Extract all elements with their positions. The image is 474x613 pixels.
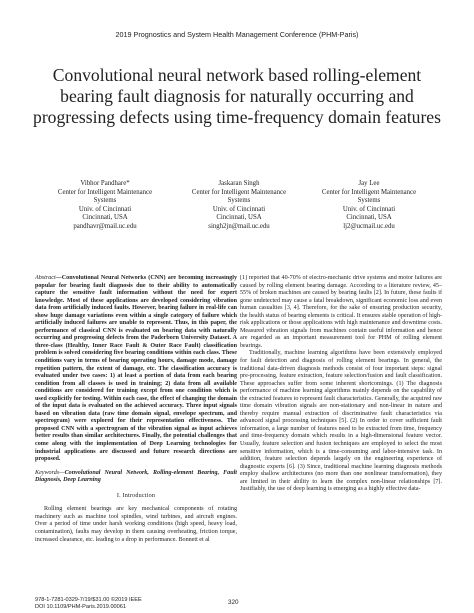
intro-paragraph: Rolling element bearings are key mechanical components of rotating machinery such as machine tool spindles, wind turbines, and aircraft engines. Over a period of time under harsh working conditions (high speed, heavy load, contamination), faults may develop in them causing overheating, friction torque, increased clearance, etc. leading to a drop in performance. Bonnett et al	[35, 506, 237, 543]
author-affiliation: Univ. of Cincinnati	[78, 205, 132, 213]
conference-header: 2019 Prognostics and System Health Management Conference (PHM-Paris)	[115, 30, 359, 39]
keywords-label: Keywords—	[35, 469, 65, 476]
page-number: 320	[228, 599, 239, 606]
author-affiliation: Center for Intelligent Maintenance	[191, 188, 287, 196]
author-affiliation: Center for Intelligent Maintenance	[321, 188, 417, 196]
keywords	[35, 470, 237, 485]
author-name: Jay Lee	[358, 180, 380, 187]
author-affiliation: Systems	[93, 197, 117, 204]
footer-doi: DOI 10.1109/PHM-Paris.2019.00061	[35, 603, 127, 610]
body-paragraph: [1] reported that 40-70% of electro-mechanic drive systems and motor failures are caused by rolling element bearing damage. According to a literature review, 45–55% of broken machines are caused by bearing faults [2]. In future, these faults if gone undetected may cause a fatal breakdown, significant economic loss and even human casualties [3, 4]. Therefore, for the sake of ensuring production security, the health status of bearing elements is critical. It ensures stable operation of high-risk applications or those applications with high maintenance and downtime costs. Measured vibration signals from machines contain useful information and hence are regarded as an important measurement tool for PHM of rolling element bearings.	[240, 275, 442, 349]
abstract	[35, 275, 237, 464]
author-affiliation: Univ. of Cincinnati	[212, 205, 266, 213]
author-affiliation: Cincinnati, USA	[82, 214, 128, 221]
author-affiliation: Systems	[227, 197, 251, 204]
author-email: pandhavr@mail.uc.edu	[73, 222, 137, 230]
author-email: singh2jn@mail.uc.edu	[208, 222, 270, 230]
author-affiliation: Cincinnati, USA	[346, 214, 392, 221]
left-column	[35, 275, 237, 565]
author-name: Jaskaran Singh	[218, 180, 260, 187]
abstract-label: Abstract	[35, 275, 56, 281]
author-block-3	[304, 180, 434, 231]
author-affiliation: Systems	[357, 197, 381, 204]
footer-isbn: 978-1-7281-0329-7/19/$31.00 ©2019 IEEE	[35, 597, 142, 603]
author-name: Vibhor Pandhare*	[80, 180, 130, 187]
footer-copyright	[35, 597, 142, 611]
author-affiliation: Univ. of Cincinnati	[342, 205, 396, 213]
paper-title: Convolutional neural network based rolling-element bearing fault diagnosis for naturally occurring and progressing defects using time-frequency domain features	[33, 65, 441, 127]
author-block-1	[40, 180, 170, 231]
author-affiliation: Center for Intelligent Maintenance	[57, 188, 153, 196]
abstract-text: —Convolutional Neural Networks (CNN) are becoming increasingly popular for bearing fault diagnosis due to their ability to automatically capture the sensitive fault information without the need for expert knowledge. Most of these applications are developed considering vibration data from artificially induced faults. However, bearing failure in real-life can show huge damage variations even within a single category of failure which artificially induced failures are unable to represent. Thus, in this paper, the performance of classical CNN is evaluated on bearing data with naturally occurring and progressing defects from the Paderborn University Dataset. A three-class (Healthy, Inner Race Fault & Outer Race Fault) classification problem is solved considering five bearing conditions within each class. These conditions vary in terms of bearing operating hours, damage mode, damage repetition pattern, the extent of damage, etc. The classification accuracy is evaluated under two cases: 1) at least a portion of data from each bearing condition from all classes is used in training; 2) data from all available conditions are considered for training except from one condition which is used explicitly for testing. Within each case, the effect of changing the domain of the input data is evaluated on the achieved accuracy. Three input signals based on vibration data (raw time domain signal, envelope spectrum, and spectrogram) were explored for their representation effectiveness. The proposed CNN with a spectrogram of the vibration signal as input achieves better results than similar architectures. Finally, the potential challenges that come along with the implementation of Deep Learning technologies for industrial applications are discussed and future research directions are proposed.	[35, 275, 237, 463]
keywords-text: Convolutional Neural Network, Rolling-element Bearing, Fault Diagnosis, Deep Learning	[35, 469, 237, 484]
right-column	[240, 275, 442, 593]
body-paragraph: Traditionally, machine learning algorithms have been extensively employed for fault detection and diagnosis of rolling element bearings. In general, the traditional data-driven diagnosis methods consist of four important steps: signal pre-processing, feature extraction, feature selection/fusion and fault classification. These approaches suffer from some inherent shortcomings. (1) The diagnosis performance of machine learning algorithms mainly depends on the capability of the extracted features to represent fault characteristics. Generally, the acquired raw time domain vibration signals are non-stationary and non-linear in nature and thereby require manual extraction of discriminative fault characteristics via advanced signal processing techniques [5]. (2) In order to cover sufficient fault information, a large number of features need to be extracted from time, frequency and time-frequency domain which results in a high-dimensional feature vector. Usually, feature selection and fusion techniques are employed to select the most sensitive information, which is a time-consuming and labor-intensive task. In addition, feature selection depends largely on the engineering experience of diagnostic experts [6]. (3) Since, traditional machine learning diagnosis methods employ shallow architectures (no more than one nonlinear transformation), they are limited in their ability to learn the complex non-linear relationships [7]. Justifiably, the use of deep learning is emerging as a highly effective data-	[240, 350, 442, 493]
section-heading: I. Introduction	[116, 492, 156, 499]
author-block-2	[174, 180, 304, 231]
author-affiliation: Cincinnati, USA	[216, 214, 262, 221]
author-email: lj2@ucmail.uc.edu	[343, 222, 395, 230]
